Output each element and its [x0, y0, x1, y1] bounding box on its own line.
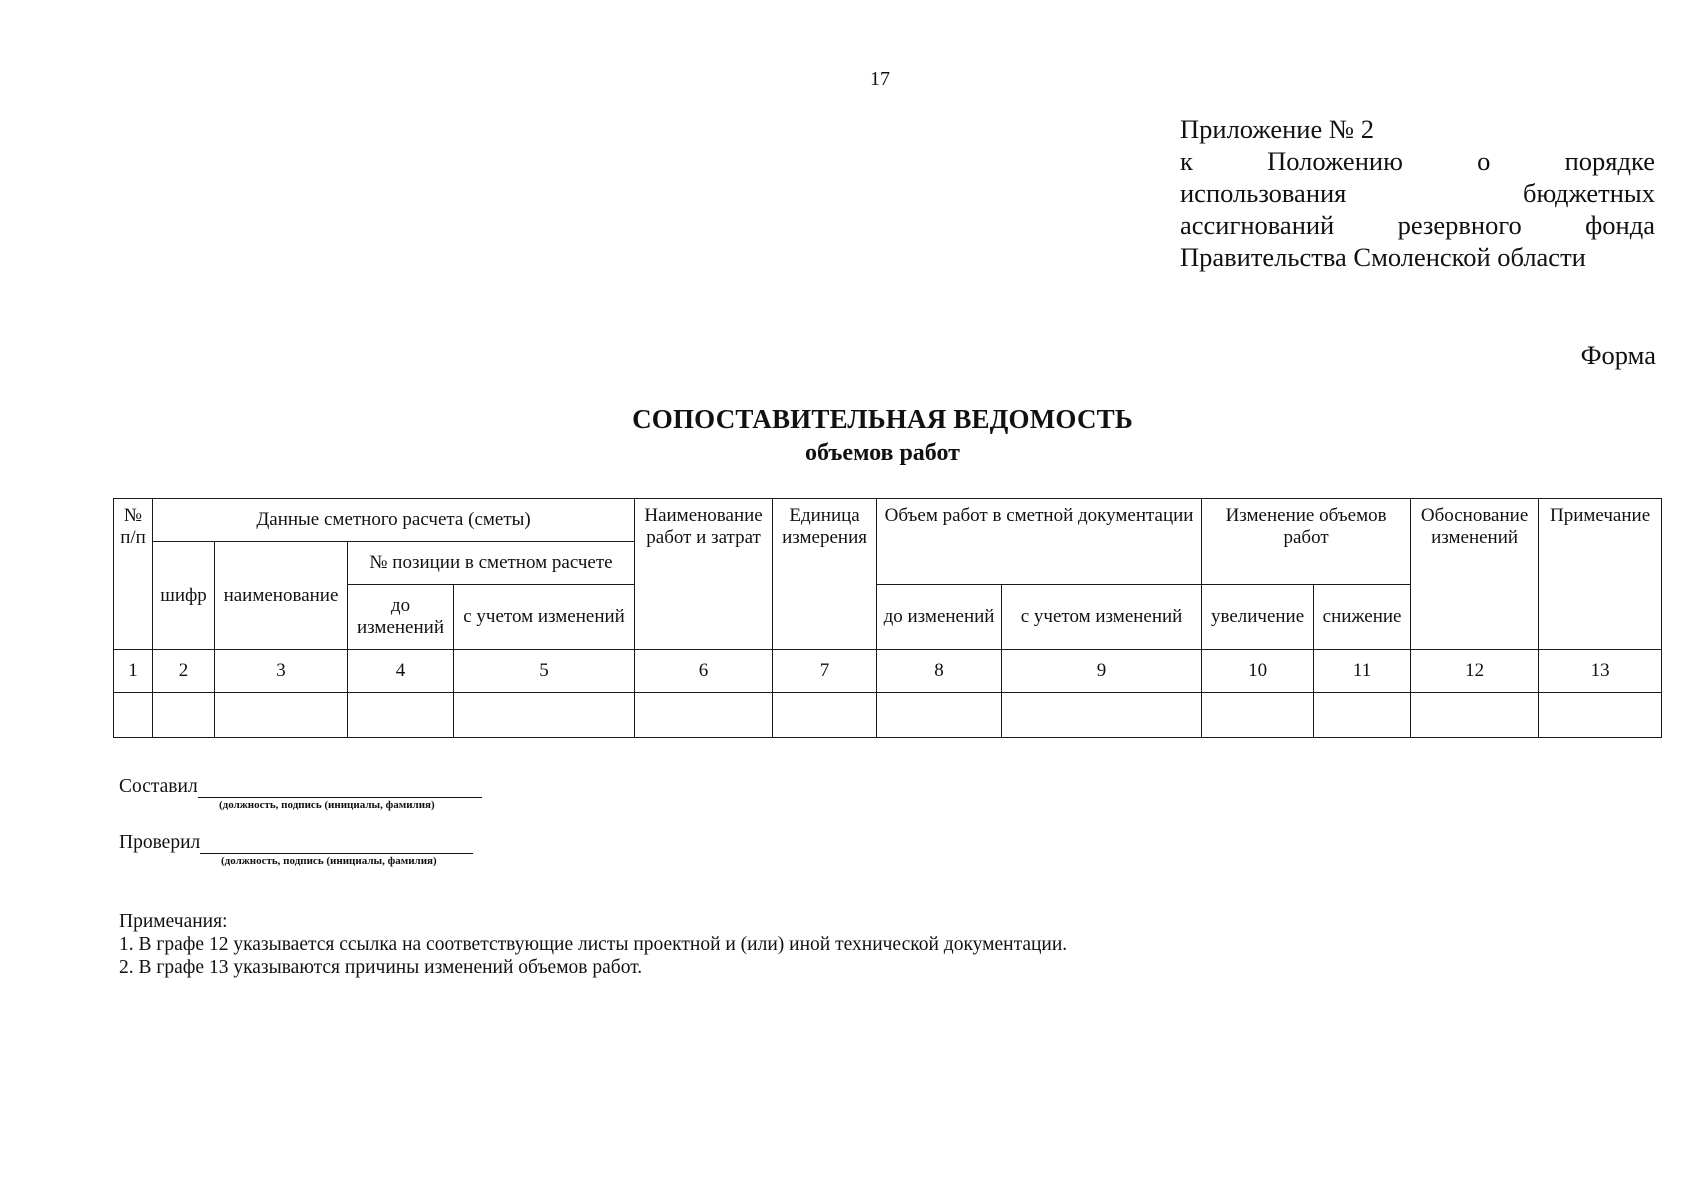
column-number: 3 — [215, 650, 348, 693]
empty-cell — [215, 693, 348, 738]
header-estimate-data: Данные сметного расчета (сметы) — [153, 499, 635, 542]
column-number: 11 — [1314, 650, 1411, 693]
appendix-word: порядке — [1564, 146, 1655, 176]
appendix-line-2 — [1180, 145, 1655, 177]
empty-cell — [1411, 693, 1539, 738]
signature-line — [198, 779, 482, 798]
header-vol-after: с учетом изменений — [1002, 585, 1202, 650]
header-pos-after: с учетом изменений — [454, 585, 635, 650]
appendix-word: к — [1180, 146, 1193, 176]
header-name: наименование — [215, 542, 348, 650]
note-item: 2. В графе 13 указываются причины изменений объемов работ. — [119, 957, 643, 978]
appendix-word: резервного — [1397, 210, 1522, 240]
note-item: 1. В графе 12 указывается ссылка на соответствующие листы проектной и (или) иной технической документации. — [119, 934, 1068, 955]
empty-cell — [1539, 693, 1662, 738]
header-justification: Обоснование изменений — [1411, 499, 1539, 650]
notes-block — [119, 910, 1067, 979]
header-code: шифр — [153, 542, 215, 650]
appendix-word: бюджетных — [1523, 178, 1655, 208]
column-number: 2 — [153, 650, 215, 693]
column-number: 1 — [114, 650, 153, 693]
empty-cell — [773, 693, 877, 738]
signature-compiled — [119, 776, 482, 798]
comparison-table — [113, 498, 1662, 738]
appendix-line-1: Приложение № 2 — [1180, 114, 1375, 144]
empty-cell — [153, 693, 215, 738]
empty-cell — [348, 693, 454, 738]
appendix-block — [1180, 113, 1655, 273]
header-num: № п/п — [114, 499, 153, 650]
column-number: 8 — [877, 650, 1002, 693]
header-vol-before: до изменений — [877, 585, 1002, 650]
header-change: Изменение объемов работ — [1202, 499, 1411, 585]
appendix-line-5: Правительства Смоленской области — [1180, 242, 1586, 272]
column-number: 7 — [773, 650, 877, 693]
appendix-line-3 — [1180, 177, 1655, 209]
empty-cell — [635, 693, 773, 738]
empty-cell — [114, 693, 153, 738]
header-volume: Объем работ в сметной документации — [877, 499, 1202, 585]
appendix-word: ассигнований — [1180, 210, 1335, 240]
column-number: 9 — [1002, 650, 1202, 693]
signature-label: Составил — [119, 776, 198, 797]
header-increase: увеличение — [1202, 585, 1314, 650]
column-number: 4 — [348, 650, 454, 693]
empty-cell — [454, 693, 635, 738]
document-title: СОПОСТАВИТЕЛЬНАЯ ВЕДОМОСТЬ — [632, 404, 1133, 434]
form-label: Форма — [1580, 340, 1656, 370]
empty-cell — [877, 693, 1002, 738]
appendix-word: использования — [1180, 178, 1347, 208]
column-number: 6 — [635, 650, 773, 693]
signature-label: Проверил — [119, 832, 201, 853]
signature-hint: (должность, подпись (инициалы, фамилия) — [219, 799, 435, 811]
column-number: 12 — [1411, 650, 1539, 693]
empty-cell — [1202, 693, 1314, 738]
header-unit: Единица измерения — [773, 499, 877, 650]
column-number-row — [114, 650, 1662, 693]
empty-cell — [1314, 693, 1411, 738]
empty-cell — [1002, 693, 1202, 738]
empty-data-row — [114, 693, 1662, 738]
signature-line — [200, 835, 473, 854]
page-number: 17 — [870, 68, 890, 90]
appendix-line-4 — [1180, 209, 1655, 241]
header-pos-before: до изменений — [348, 585, 454, 650]
header-position: № позиции в сметном расчете — [348, 542, 635, 585]
column-number: 5 — [454, 650, 635, 693]
column-number: 10 — [1202, 650, 1314, 693]
column-number: 13 — [1539, 650, 1662, 693]
header-works-name: Наименование работ и затрат — [635, 499, 773, 650]
notes-heading: Примечания: — [119, 911, 228, 932]
appendix-word: фонда — [1585, 210, 1655, 240]
appendix-word: Положению — [1267, 146, 1403, 176]
appendix-word: о — [1477, 146, 1491, 176]
signature-hint: (должность, подпись (инициалы, фамилия) — [221, 855, 437, 867]
header-decrease: снижение — [1314, 585, 1411, 650]
signature-checked — [119, 832, 473, 854]
document-subtitle: объемов работ — [805, 440, 960, 466]
header-note: Примечание — [1539, 499, 1662, 650]
